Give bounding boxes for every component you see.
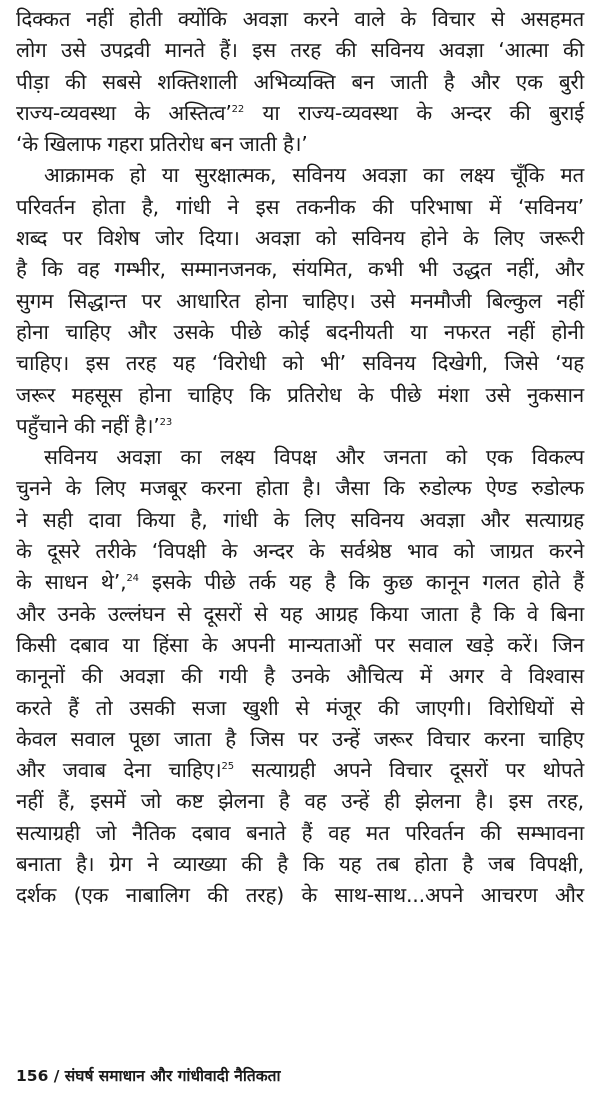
footnote-ref: 24 [126,573,139,585]
footnote-ref: 25 [221,761,234,773]
page-body [16,4,584,912]
text-line: है कि वह गम्भीर, सम्मानजनक, संयमित, कभी भी उद्धत नहीं, और [16,257,584,282]
paragraph-1 [16,4,584,160]
text-line: ‘के खिलाफ गहरा प्रतिरोध बन जाती है।’ [16,132,308,157]
footnote-ref: 22 [231,104,244,116]
text-line: शब्द पर विशेष जोर दिया। अवज्ञा को सविनय होने के लिए जरूरी [16,226,584,251]
text-line: सत्याग्रही जो नैतिक दबाव बनाते हैं वह मत परिवर्तन की सम्भावना [16,820,584,845]
text-line: आक्रामक हो या सुरक्षात्मक, सविनय अवज्ञा का लक्ष्य चूँकि मत [44,163,584,188]
text-line: परिवर्तन होता है, गांधी ने इस तकनीक की परिभाषा में ‘सविनय’ [16,194,584,219]
footnote-ref: 23 [159,417,172,428]
text-line: दिक्कत नहीं होती क्योंकि अवज्ञा करने वाले के विचार से असहमत [16,7,584,31]
text-line: चुनने के लिए मजबूर करना होता है। जैसा कि रुडोल्फ ऐण्ड रुडोल्फ [16,476,584,501]
text-line: कानूनों की अवज्ञा की गयी है उनके औचित्य में अगर वे विश्वास [16,664,584,689]
paragraph-2 [16,160,584,442]
text-segment: या राज्य-व्यवस्था के अन्दर की बुराई [244,100,584,125]
text-segment: इसके पीछे तर्क यह है कि कुछ कानून गलत होते हैं [138,570,584,595]
text-line: जरूर महसूस होना चाहिए कि प्रतिरोध के पीछे मंशा उसे नुकसान [16,382,584,407]
text-line [16,411,584,442]
text-line: ने सही दावा किया है, गांधी के लिए सविनय अवज्ञा और सत्याग्रह [16,507,584,532]
text-line: बनाता है। ग्रेग ने व्याख्या की है कि यह तब होता है जब विपक्षी, [16,852,584,877]
text-line: केवल सवाल पूछा जाता है जिस पर उन्हें जरूर विचार करना चाहिए [16,726,584,751]
text-line: नहीं हैं, इसमें जो कष्ट झेलना है वह उन्हें ही झेलना है। इस तरह, [16,789,584,814]
text-line: पीड़ा की सबसे शक्तिशाली अभिव्यक्ति बन जाती है और एक बुरी [16,69,584,94]
text-line: के दूसरे तरीके ‘विपक्षी के अन्दर के सर्वश्रेष्ठ भाव को जाग्रत करने [16,539,584,564]
text-segment: राज्य-व्यवस्था के अस्तित्व’ [16,100,232,125]
page-footer: 156 / संघर्ष समाधान और गांधीवादी नैतिकता [16,1067,281,1085]
text-line: सविनय अवज्ञा का लक्ष्य विपक्ष और जनता को एक विकल्प [44,445,584,470]
text-line: करते हैं तो उसकी सजा खुशी से मंजूर की जाएगी। विरोधियों से [16,695,584,720]
text-line: होना चाहिए और उसके पीछे कोई बदनीयती या नफरत नहीं होनी [16,319,584,344]
text-segment: के साधन थे’, [16,570,127,595]
text-segment: और जवाब देना चाहिए। [16,758,222,783]
text-segment: पहुँचाने की नहीं है।’ [16,413,160,438]
text-segment: सत्याग्रही अपने विचार दूसरों पर थोपते [233,758,584,783]
text-line: सुगम सिद्धान्त पर आधारित होना चाहिए। उसे मनमौजी बिल्कुल नहीं [16,288,584,313]
text-line [16,755,584,786]
text-line: और उनके उल्लंघन से दूसरों से यह आग्रह किया जाता है कि वे बिना [16,601,584,626]
text-line: किसी दबाव या हिंसा के अपनी मान्यताओं पर सवाल खड़े करें। जिन [16,632,584,657]
text-line [16,567,584,598]
text-line: लोग उसे उपद्रवी मानते हैं। इस तरह की सविनय अवज्ञा ‘आत्मा की [16,38,584,63]
text-line [16,98,584,129]
paragraph-3 [16,442,584,911]
text-line: चाहिए। इस तरह यह ‘विरोधी को भी’ सविनय दिखेगी, जिसे ‘यह [16,351,584,376]
text-line: दर्शक (एक नाबालिग की तरह) के साथ-साथ...अपने आचरण और [16,883,584,908]
